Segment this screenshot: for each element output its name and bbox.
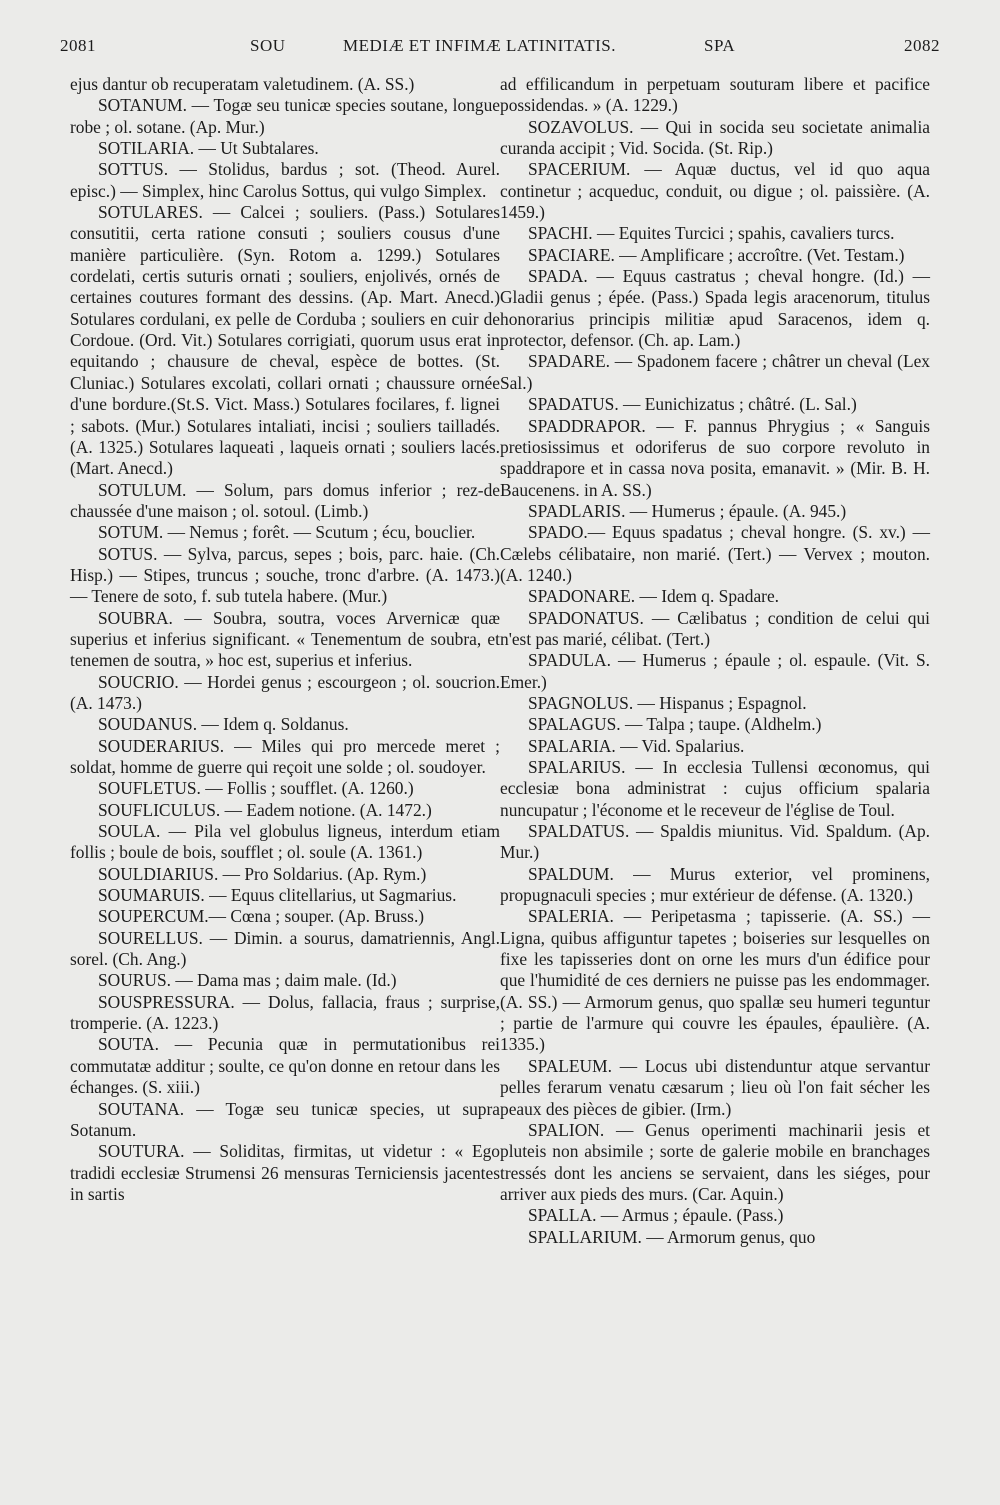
dictionary-entry: SPALARIA. — Vid. Spalarius. <box>528 735 745 756</box>
dictionary-entry: SOUFLICULUS. — Eadem notione. (A. 1472.) <box>98 799 432 820</box>
dictionary-entry: SPADONATUS. — Cælibatus ; condition de celui qui n'est pas marié, célibat. (Tert.) <box>500 607 930 649</box>
dictionary-entry: SPALEUM. — Locus ubi distenduntur atque servantur pelles ferarum venatu cæsarum ; lieu où l'on fait sécher les peaux des pièces de gibier. (Irm.) <box>500 1055 930 1119</box>
dictionary-entry: SOUDERARIUS. — Miles qui pro mercede meret ; soldat, homme de guerre qui reçoit une solde ; ol. soudoyer. <box>70 735 500 777</box>
dictionary-entry: SOTILARIA. — Ut Subtalares. <box>98 138 319 159</box>
dictionary-entry: SOUCRIO. — Hordei genus ; escourgeon ; ol. soucrion. (A. 1473.) <box>70 671 500 713</box>
dictionary-entry: SOTUS. — Sylva, parcus, sepes ; bois, parc. haie. (Ch. Hisp.) — Stipes, truncus ; souche, tronc d'arbre. (A. 1473.) — Tenere de soto, f. sub tutela habere. (Mur.) <box>70 543 500 607</box>
dictionary-entry: SPACHI. — Equites Turcici ; spahis, cavaliers turcs. <box>528 223 895 244</box>
dictionary-entry: SOURUS. — Dama mas ; daim male. (Id.) <box>98 970 397 991</box>
dictionary-entry: SPADO.— Equus spadatus ; cheval hongre. (S. xv.) — Cælebs célibataire, non marié. (Tert.) — Vervex ; mouton. (A. 1240.) <box>500 522 930 585</box>
right-column <box>500 74 930 1248</box>
dictionary-entry: SPACERIUM. — Aquæ ductus, vel id quo aqua continetur ; acqueduc, conduit, ou digue ; ol. paissière. (A. 1459.) <box>500 159 930 223</box>
dictionary-entry: SOUPERCUM.— Cœna ; souper. (Ap. Bruss.) <box>98 906 425 927</box>
dictionary-entry: SPADDRAPOR. — F. pannus Phrygius ; « Sanguis pretiosissimus et odoriferus de suo corpore revoluto in spaddrapore et in cassa nova posita, emanavit. » (Mir. B. H. Baucenens. in A. SS.) <box>500 415 930 500</box>
running-header <box>60 36 940 62</box>
dictionary-entry: SPADONARE. — Idem q. Spadare. <box>528 586 780 607</box>
dictionary-entry: SOUFLETUS. — Follis ; soufflet. (A. 1260.) <box>98 778 414 799</box>
page-number-right: 2082 <box>904 36 940 55</box>
dictionary-entry: SOTANUM. — Togæ seu tunicæ species soutane, longue robe ; ol. sotane. (Ap. Mur.) <box>70 95 500 137</box>
dictionary-entry: SOUDANUS. — Idem q. Soldanus. <box>98 714 349 735</box>
left-column <box>70 74 500 1205</box>
header-title: MEDIÆ ET INFIMÆ LATINITATIS. <box>343 36 616 55</box>
header-word-right: SPA <box>704 36 736 55</box>
dictionary-entry: SPALAGUS. — Talpa ; taupe. (Aldhelm.) <box>528 714 822 735</box>
dictionary-entry: SOTULARES. — Calcei ; souliers. (Pass.) Sotulares consutitii, certa ratione consuti ; souliers cousus d'une manière particulière. (Syn. Rotom a. 1299.) Sotulares cordelati, certis suturis ornati ; souliers, enjolivés, ornés de certaines coutures formant des dessins. (Ap. Mart. Anecd.) Sotulares cordulani, ex pelle de Corduba ; souliers en cuir de Cordoue. (Ord. Vit.) Sotulares corrigiati, quorum usus erat in equitando ; chausure de cheval, espèce de bottes. (St. Cluniac.) Sotulares excolati, collari ornati ; chaussure ornée d'une bordure.(St.S. Vict. Mass.) Sotulares focilares, f. lignei ; sabots. (Mur.) Sotulares intaliati, incisi ; souliers tailladés. (A. 1325.) Sotulares laqueati , laqueis ornati ; souliers lacés. (Mart. Anecd.) <box>70 202 500 479</box>
dictionary-entry: SOTUM. — Nemus ; forêt. — Scutum ; écu, bouclier. <box>98 522 476 543</box>
dictionary-entry: SOUMARUIS. — Equus clitellarius, ut Sagmarius. <box>98 885 457 906</box>
dictionary-entry: SPALARIUS. — In ecclesia Tullensi œconomus, qui ecclesiæ bona administrat : cujus officium spalaria nuncupatur ; l'économe et le receveur de l'église de Toul. <box>500 757 930 820</box>
dictionary-entry: SOUSPRESSURA. — Dolus, fallacia, fraus ; surprise, tromperie. (A. 1223.) <box>70 991 500 1034</box>
dictionary-entry: SPALDUM. — Murus exterior, vel prominens, propugnaculi species ; mur extérieur de défense. (A. 1320.) <box>500 863 930 906</box>
dictionary-entry: SPADARE. — Spadonem facere ; châtrer un cheval (Lex Sal.) <box>500 351 930 393</box>
dictionary-entry: SPALLA. — Armus ; épaule. (Pass.) <box>528 1205 784 1226</box>
dictionary-entry: SPALLARIUM. — Armorum genus, quo <box>528 1226 816 1247</box>
dictionary-entry: SPAGNOLUS. — Hispanus ; Espagnol. <box>528 692 807 713</box>
dictionary-entry: SPALION. — Genus operimenti machinarii jesis et pluteis non absimile ; sorte de galerie mobile en branchages tressés dont les anciens se servaient, dans les siéges, pour arriver aux pieds des murs. (Car. Aquin.) <box>500 1119 930 1204</box>
dictionary-entry: SPALDATUS. — Spaldis miunitus. Vid. Spaldum. (Ap. Mur.) <box>500 821 930 863</box>
dictionary-entry: ejus dantur ob recuperatam valetudinem. (A. SS.) <box>70 74 415 94</box>
dictionary-entry: SPALERIA. — Peripetasma ; tapisserie. (A. SS.) — Ligna, quibus affiguntur tapetes ; boiseries sur lesquelles on fixe les tapisseries dont on orne les murs d'un édifice pour que l'humidité de ces derniers ne puisse pas les endommager. (A. SS.) — Armorum genus, quo spallæ seu humeri teguntur ; partie de l'armure qui couvre les épaules, épaulière. (A. 1335.) <box>500 906 930 1055</box>
dictionary-entry: SOZAVOLUS. — Qui in socida seu societate animalia curanda accipit ; Vid. Socida. (St. Rip.) <box>500 116 930 159</box>
dictionary-entry: SOULDIARIUS. — Pro Soldarius. (Ap. Rym.) <box>98 863 427 884</box>
page-number-left: 2081 <box>60 36 96 55</box>
dictionary-entry: SOTULUM. — Solum, pars domus inferior ; rez-de chaussée d'une maison ; ol. sotoul. (Limb.) <box>70 479 500 521</box>
dictionary-entry: ad effilicandum in perpetuam souturam libere et pacifice possidendas. » (A. 1229.) <box>500 74 930 116</box>
dictionary-entry: SPACIARE. — Amplificare ; accroître. (Vet. Testam.) <box>528 244 905 265</box>
dictionary-entry: SPADLARIS. — Humerus ; épaule. (A. 945.) <box>528 500 847 521</box>
dictionary-entry: SOTTUS. — Stolidus, bardus ; sot. (Theod. Aurel. episc.) — Simplex, hinc Carolus Sottus, qui vulgo Simplex. <box>70 159 500 201</box>
dictionary-entry: SOUBRA. — Soubra, soutra, voces Arvernicæ quæ superius et inferius significant. « Tenementum de soubra, et tenemen de soutra, » hoc est, superius et inferius. <box>70 607 500 671</box>
dictionary-entry: SOUTANA. — Togæ seu tunicæ species, ut supra Sotanum. <box>70 1098 500 1140</box>
header-word-left: SOU <box>250 36 286 55</box>
dictionary-entry: SPADA. — Equus castratus ; cheval hongre. (Id.) — Gladii genus ; épée. (Pass.) Spada legis aracenorum, titulus honorarius principis militiæ apud Saracenos, idem q. protector, defensor. (Ch. ap. Lam.) <box>500 266 930 351</box>
dictionary-entry: SPADATUS. — Eunichizatus ; châtré. (L. Sal.) <box>528 394 857 415</box>
dictionary-entry: SOUTURA. — Soliditas, firmitas, ut videtur : « Ego tradidi ecclesiæ Strumensi 26 mensuras Terniciensis jacentes in sartis <box>70 1141 500 1204</box>
dictionary-entry: SPADULA. — Humerus ; épaule ; ol. espaule. (Vit. S. Emer.) <box>500 650 930 692</box>
dictionary-entry: SOULA. — Pila vel globulus ligneus, interdum etiam follis ; boule de bois, soufflet ; ol. soule (A. 1361.) <box>70 821 500 863</box>
dictionary-entry: SOUTA. — Pecunia quæ in permutationibus rei commutatæ additur ; soulte, ce qu'on donne en retour dans les échanges. (S. xiii.) <box>70 1034 500 1098</box>
dictionary-entry: SOURELLUS. — Dimin. a sourus, damatriennis, Angl. sorel. (Ch. Ang.) <box>70 927 500 970</box>
